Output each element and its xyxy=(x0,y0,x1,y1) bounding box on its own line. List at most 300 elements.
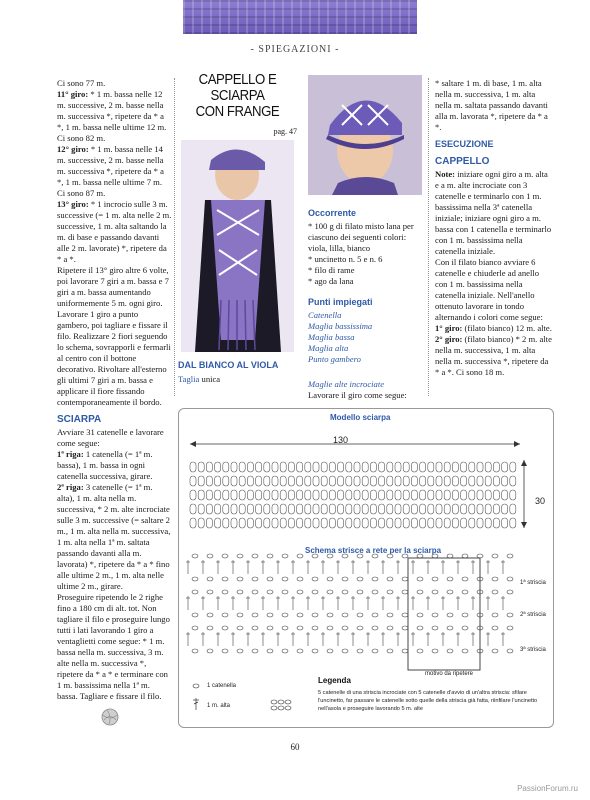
net-cell xyxy=(379,504,385,514)
net-cell xyxy=(428,518,434,528)
net-cell xyxy=(370,476,376,486)
net-cell xyxy=(305,490,311,500)
article-subtitle: DAL BIANCO AL VIOLA xyxy=(178,360,279,370)
net-cell xyxy=(329,504,335,514)
net-cell xyxy=(395,504,401,514)
net-cell xyxy=(346,504,352,514)
net-cell xyxy=(485,504,491,514)
chain-mark xyxy=(342,577,348,581)
page-number: 60 xyxy=(290,742,300,752)
net-cell xyxy=(452,462,458,472)
legend-cross-symbol xyxy=(271,700,291,710)
scarf-model-net xyxy=(190,462,516,528)
net-cell xyxy=(198,504,204,514)
net-cell xyxy=(436,462,442,472)
net-cell xyxy=(264,518,270,528)
chain-mark xyxy=(402,626,408,630)
stitch-item: Maglia alta xyxy=(308,343,349,353)
net-cell xyxy=(444,504,450,514)
net-cell xyxy=(280,518,286,528)
net-cell xyxy=(411,490,417,500)
net-cell xyxy=(370,518,376,528)
net-cell xyxy=(223,504,229,514)
chain-mark xyxy=(297,613,303,617)
net-cell xyxy=(444,490,450,500)
net-cell xyxy=(493,476,499,486)
net-cell xyxy=(477,476,483,486)
net-cell xyxy=(428,462,434,472)
net-cell xyxy=(247,462,253,472)
net-cell xyxy=(288,518,294,528)
chain-mark xyxy=(252,626,258,630)
chain-mark xyxy=(237,649,243,653)
arrow-head-right xyxy=(514,441,520,447)
net-cell xyxy=(428,490,434,500)
net-cell xyxy=(436,504,442,514)
chain-mark xyxy=(387,649,393,653)
chain-mark xyxy=(312,626,318,630)
round-label: 2° giro: xyxy=(435,334,463,344)
chain-mark xyxy=(327,626,333,630)
chain-mark xyxy=(192,649,198,653)
net-cell xyxy=(477,504,483,514)
net-cell xyxy=(502,504,508,514)
net-cell xyxy=(411,476,417,486)
net-cell xyxy=(305,518,311,528)
chain-mark xyxy=(507,626,513,630)
chain-mark xyxy=(192,613,198,617)
round-label: 11° giro: xyxy=(57,89,89,99)
text: (filato bianco) 12 m. alte. xyxy=(462,323,552,333)
chain-mark xyxy=(372,577,378,581)
chain-mark xyxy=(462,554,468,558)
chain-mark xyxy=(207,577,213,581)
net-cell xyxy=(379,462,385,472)
chain-mark xyxy=(297,577,303,581)
net-cell xyxy=(297,490,303,500)
hat-photo xyxy=(308,75,422,195)
net-cell xyxy=(305,476,311,486)
motif-label: motivo da ripetere xyxy=(425,671,474,677)
text: * 1 incrocio sulle 3 m. successive (= 1 m. alta nelle 2 m. successive, 1 m. alta saltando la m. di base e passando davanti alle 2 m. lavorate) *, ripetere da * a *. xyxy=(57,199,172,264)
chain-mark xyxy=(297,649,303,653)
net-cell xyxy=(313,490,319,500)
chain-mark xyxy=(372,590,378,594)
chain-mark xyxy=(357,613,363,617)
chain-mark xyxy=(507,590,513,594)
net-cell xyxy=(288,476,294,486)
chain-mark xyxy=(312,590,318,594)
scarf-illustration xyxy=(181,140,294,352)
chain-mark xyxy=(267,577,273,581)
occorrente-heading: Occorrente xyxy=(308,208,357,218)
yarn-ball-icon xyxy=(100,707,120,727)
net-cell xyxy=(379,490,385,500)
arrow-head-top xyxy=(521,460,527,466)
net-cell xyxy=(206,518,212,528)
chain-mark xyxy=(267,649,273,653)
net-cell xyxy=(420,462,426,472)
net-cell xyxy=(272,504,278,514)
chain-mark xyxy=(357,577,363,581)
column-divider xyxy=(174,78,175,396)
chain-mark xyxy=(327,577,333,581)
net-cell xyxy=(370,504,376,514)
material-item: * uncinetto n. 5 e n. 6 xyxy=(308,254,383,264)
net-cell xyxy=(231,462,237,472)
net-cell xyxy=(469,490,475,500)
stripe-label: 2ª striscia xyxy=(520,612,546,618)
chain-mark xyxy=(432,649,438,653)
net-cell xyxy=(502,518,508,528)
net-cell xyxy=(272,476,278,486)
chain-mark xyxy=(222,626,228,630)
chain-mark xyxy=(492,554,498,558)
chain-mark xyxy=(417,577,423,581)
net-cell xyxy=(510,476,516,486)
height-label: 30 xyxy=(535,496,546,506)
net-cell xyxy=(444,518,450,528)
net-cell xyxy=(436,490,442,500)
chain-mark xyxy=(222,554,228,558)
sciarpa-heading: SCIARPA xyxy=(57,414,102,425)
net-cell xyxy=(428,476,434,486)
net-cell xyxy=(387,518,393,528)
net-cell xyxy=(321,490,327,500)
chain-mark xyxy=(492,626,498,630)
chain-mark xyxy=(432,590,438,594)
net-cell xyxy=(223,462,229,472)
paragraph: Con il filato bianco avviare 6 catenelle e chiuderle ad anello con 1 m. bassissima nella catenella iniziale. Nell'anello ottenuto lavorare in tondo alternando i colori come segue: xyxy=(435,257,543,322)
chain-mark xyxy=(267,626,273,630)
article-title-line1: CAPPELLO E SCIARPA xyxy=(198,71,277,104)
paragraph xyxy=(435,323,553,334)
text: * 1 m. bassa nelle 14 m. successive, 2 m. basse nella m. successiva *, ripetere da * a *, 1 m. bassa nelle ultime 7 m. Ci sono 87 m. xyxy=(57,144,164,198)
chain-mark xyxy=(237,626,243,630)
net-cell xyxy=(297,504,303,514)
net-cell xyxy=(206,490,212,500)
material-item: * ago da lana xyxy=(308,276,354,286)
stitch-item: Maglia bassissima xyxy=(308,321,373,331)
chain-mark xyxy=(387,577,393,581)
net-cell xyxy=(280,476,286,486)
net-cell xyxy=(362,476,368,486)
net-cell xyxy=(190,518,196,528)
net-cell xyxy=(288,490,294,500)
net-cell xyxy=(387,504,393,514)
chain-mark xyxy=(252,590,258,594)
chain-mark xyxy=(417,613,423,617)
scarf-photo xyxy=(181,140,294,352)
net-cell xyxy=(485,462,491,472)
paragraph xyxy=(57,144,172,199)
column-divider xyxy=(428,78,429,396)
stitch-item: Maglia bassa xyxy=(308,332,355,342)
net-cell xyxy=(395,518,401,528)
net-cell xyxy=(288,504,294,514)
net-cell xyxy=(346,462,352,472)
net-cell xyxy=(395,490,401,500)
chain-mark xyxy=(492,590,498,594)
chain-mark xyxy=(327,590,333,594)
net-cell xyxy=(403,504,409,514)
stitch-heading: Maglie alte incrociate xyxy=(308,379,385,389)
material-item: * 100 g di filato misto lana per ciascuno dei seguenti colori: viola, lilla, bianco xyxy=(308,221,414,253)
net-cell xyxy=(477,462,483,472)
net-cell xyxy=(403,518,409,528)
net-cell xyxy=(493,490,499,500)
net-cell xyxy=(370,490,376,500)
chain-mark xyxy=(387,613,393,617)
chain-mark xyxy=(462,613,468,617)
net-cell xyxy=(485,476,491,486)
net-cell xyxy=(502,490,508,500)
row-label: 2ª riga: xyxy=(57,482,84,492)
net-cell xyxy=(362,504,368,514)
chain-mark xyxy=(507,613,513,617)
net-cell xyxy=(510,462,516,472)
paragraph xyxy=(57,482,172,592)
net-cell xyxy=(198,476,204,486)
net-cell xyxy=(256,518,262,528)
net-cell xyxy=(288,462,294,472)
chain-mark xyxy=(342,613,348,617)
legend-dc-symbol xyxy=(193,698,199,710)
net-cell xyxy=(444,476,450,486)
net-cell xyxy=(239,490,245,500)
net-cell xyxy=(264,476,270,486)
chain-mark xyxy=(447,577,453,581)
net-cell xyxy=(264,462,270,472)
net-cell xyxy=(256,504,262,514)
net-cell xyxy=(461,476,467,486)
schema-title: Schema strisce a rete per la sciarpa xyxy=(305,546,442,555)
chain-mark xyxy=(387,626,393,630)
net-cell xyxy=(313,518,319,528)
net-cell xyxy=(477,490,483,500)
net-cell xyxy=(420,490,426,500)
chain-mark xyxy=(282,649,288,653)
net-cell xyxy=(223,476,229,486)
net-cell xyxy=(215,504,221,514)
net-cell xyxy=(206,462,212,472)
net-cell xyxy=(313,476,319,486)
net-cell xyxy=(379,476,385,486)
knit-texture-image xyxy=(183,0,417,34)
net-cell xyxy=(411,462,417,472)
net-cell xyxy=(215,490,221,500)
net-cell xyxy=(256,490,262,500)
net-cell xyxy=(305,462,311,472)
watermark: PassionForum.ru xyxy=(517,784,578,793)
net-cell xyxy=(190,504,196,514)
chain-mark xyxy=(357,626,363,630)
paragraph xyxy=(57,449,172,482)
net-cell xyxy=(387,476,393,486)
net-cell xyxy=(493,518,499,528)
chain-mark xyxy=(207,613,213,617)
net-cell xyxy=(420,476,426,486)
chain-mark xyxy=(207,626,213,630)
text: Ci sono 77 m. xyxy=(57,78,106,88)
chain-mark xyxy=(387,590,393,594)
chain-mark xyxy=(417,626,423,630)
net-cell xyxy=(297,476,303,486)
net-cell xyxy=(321,504,327,514)
chain-mark xyxy=(237,577,243,581)
row-label: 1ª riga: xyxy=(57,449,84,459)
net-cell xyxy=(485,518,491,528)
net-cell xyxy=(239,518,245,528)
net-cell xyxy=(493,504,499,514)
chain-mark xyxy=(237,613,243,617)
net-cell xyxy=(206,504,212,514)
net-cell xyxy=(346,476,352,486)
chain-mark xyxy=(432,577,438,581)
article-title-line2: CON FRANGE xyxy=(195,103,280,120)
net-cell xyxy=(247,490,253,500)
net-cell xyxy=(493,462,499,472)
net-cell xyxy=(313,504,319,514)
net-cell xyxy=(379,518,385,528)
chain-mark xyxy=(312,577,318,581)
net-cell xyxy=(444,462,450,472)
modello-title: Modello sciarpa xyxy=(330,413,391,422)
left-column xyxy=(57,78,172,702)
paragraph xyxy=(57,89,172,144)
net-cell xyxy=(329,490,335,500)
net-cell xyxy=(264,490,270,500)
net-cell xyxy=(469,476,475,486)
net-cell xyxy=(461,504,467,514)
chain-mark xyxy=(267,613,273,617)
chain-mark xyxy=(372,626,378,630)
chain-mark xyxy=(297,626,303,630)
chain-mark xyxy=(192,626,198,630)
chain-mark xyxy=(267,590,273,594)
net-cell xyxy=(428,504,434,514)
net-cell xyxy=(411,504,417,514)
net-cell xyxy=(329,462,335,472)
stitch-item: Punto gambero xyxy=(308,354,361,364)
net-cell xyxy=(321,462,327,472)
paragraph: Proseguire ripetendo le 2 righe fino a 180 cm di alt. tot. Non tagliare il filo e proseguire lungo tutti i lati lavorando 1 giro a ventaglietti come segue: * 1 m. bassa nella m. successiva, 3 m. alte nella m. successiva *, ripetere da * a * e terminare con 1 m. bassissima nella 1ª m. bassa. Tagliare e fissare il filo. xyxy=(57,592,170,701)
net-cell xyxy=(387,462,393,472)
chain-mark xyxy=(342,590,348,594)
arrow-head-bottom xyxy=(521,522,527,528)
paragraph: Avviare 31 catenelle e lavorare come segue: xyxy=(57,427,164,448)
net-cell xyxy=(395,476,401,486)
net-cell xyxy=(452,476,458,486)
chain-mark xyxy=(297,554,303,558)
cappello-heading: CAPPELLO xyxy=(435,156,490,167)
net-cell xyxy=(354,490,360,500)
chain-mark xyxy=(312,613,318,617)
material-item: * filo di rame xyxy=(308,265,355,275)
size-line xyxy=(178,374,293,385)
net-cell xyxy=(452,518,458,528)
paragraph: * saltare 1 m. di base, 1 m. alta nella m. successiva, 1 m. alta nella m. saltata passando davanti alla m. lavorata *, ripetere da * a *. xyxy=(435,78,548,132)
chain-mark xyxy=(507,554,513,558)
right-column xyxy=(435,78,553,378)
text: 3 catenelle (= 1ª m. alta), 1 m. alta nella m. successiva, * 2 m. alte incrociate sulle 3 m. successive (= saltare 2 m., 1 m. alta nella m. successiva, 1 m. alta nella 1ª m. saltata passando davanti alla m. lavorata) *, ripetere da * a * fino alle ultime 2 m., 1 m. alta nelle ultime 2 m., girare. xyxy=(57,482,171,591)
chain-mark xyxy=(507,649,513,653)
chain-mark xyxy=(402,590,408,594)
paragraph: Lavorare il giro come segue: xyxy=(308,390,407,400)
net-cell xyxy=(313,462,319,472)
net-cell xyxy=(461,462,467,472)
chain-mark xyxy=(462,590,468,594)
net-cell xyxy=(510,518,516,528)
chain-mark xyxy=(417,649,423,653)
chain-mark xyxy=(447,649,453,653)
chain-mark xyxy=(342,626,348,630)
net-cell xyxy=(198,490,204,500)
net-cell xyxy=(206,476,212,486)
esecuzione-heading: ESECUZIONE xyxy=(435,139,494,149)
size-value: unica xyxy=(201,374,221,384)
chain-mark xyxy=(252,577,258,581)
net-cell xyxy=(231,504,237,514)
net-cell xyxy=(272,518,278,528)
chain-mark xyxy=(462,649,468,653)
page-reference: pag. 47 xyxy=(273,127,297,136)
text: iniziare ogni giro a m. alta e a m. alte incrociate con 3 catenelle e terminarlo con 1 m. bassissima nella 3ª catenella iniziale; iniziare ogni giro a m. bassa con 1 catenella e terminarlo con 1 m. bassissima nella catenella iniziale. xyxy=(435,169,552,256)
chain-mark xyxy=(222,590,228,594)
net-cell xyxy=(370,462,376,472)
net-cell xyxy=(338,476,344,486)
chain-mark xyxy=(357,649,363,653)
net-cell xyxy=(403,490,409,500)
chain-mark xyxy=(372,649,378,653)
net-cell xyxy=(198,518,204,528)
round-label: 12° giro: xyxy=(57,144,89,154)
net-cell xyxy=(190,490,196,500)
legend-chain-label: 1 catenella xyxy=(207,683,237,689)
net-cell xyxy=(362,490,368,500)
net-cell xyxy=(321,476,327,486)
net-cell xyxy=(436,518,442,528)
chain-mark xyxy=(297,590,303,594)
net-cell xyxy=(305,504,311,514)
net-cell xyxy=(223,490,229,500)
net-cell xyxy=(231,490,237,500)
net-cell xyxy=(436,476,442,486)
section-header: - SPIEGAZIONI - xyxy=(250,44,340,55)
chain-mark xyxy=(477,554,483,558)
net-cell xyxy=(362,462,368,472)
chain-mark xyxy=(252,554,258,558)
net-cell xyxy=(510,504,516,514)
net-cell xyxy=(198,462,204,472)
net-cell xyxy=(338,504,344,514)
chain-mark xyxy=(222,577,228,581)
net-cell xyxy=(329,476,335,486)
net-cell xyxy=(338,518,344,528)
net-cell xyxy=(354,476,360,486)
net-cell xyxy=(510,490,516,500)
punti-heading: Punti impiegati xyxy=(308,297,373,307)
legend-title: Legenda xyxy=(318,676,351,685)
chain-mark xyxy=(432,613,438,617)
chain-mark xyxy=(402,577,408,581)
paragraph xyxy=(435,334,553,378)
chain-mark xyxy=(237,554,243,558)
net-cell xyxy=(502,462,508,472)
chain-mark xyxy=(207,649,213,653)
net-cell xyxy=(247,504,253,514)
chain-mark xyxy=(432,626,438,630)
